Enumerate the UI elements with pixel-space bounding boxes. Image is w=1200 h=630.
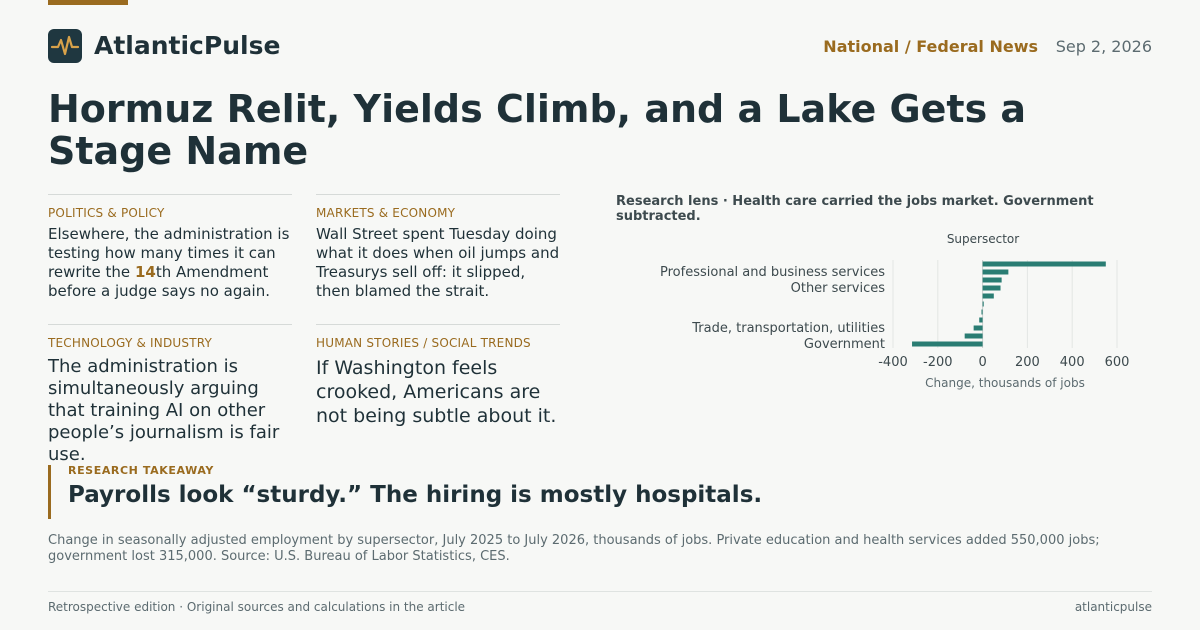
chart-caption: Change in seasonally adjusted employment by supersector, July 2025 to July 2026, thousands of jobs. Private education and health services added 550,000 jobs; government lost 315,000. Source: U.S. Bureau of Labor Statistics, CES. xyxy=(48,533,1100,564)
blurb-text: Elsewhere, the administration is testing how many times it can rewrite the 14th Amendment before a judge says no again. xyxy=(48,225,290,300)
bar-information xyxy=(979,318,982,323)
bar-government xyxy=(912,342,983,347)
blurb-markets[interactable] xyxy=(316,194,560,301)
bar-manufacturing xyxy=(965,334,983,339)
blurb-technology[interactable] xyxy=(48,324,292,466)
chart-title: Research lens · Health care carried the jobs market. Government subtracted. xyxy=(616,194,1094,224)
blurb-label: POLITICS & POLICY xyxy=(48,206,165,220)
jobs-bar-chart xyxy=(600,228,1160,398)
y-tick-label: Professional and business services xyxy=(660,265,885,280)
brand-name[interactable]: AtlanticPulse xyxy=(94,31,281,60)
blurb-text: If Washington feels crooked, Americans are not being subtle about it. xyxy=(316,357,557,427)
blurb-label: HUMAN STORIES / SOCIAL TRENDS xyxy=(316,336,531,350)
highlight-number: 14 xyxy=(134,263,156,281)
blurb-text: Wall Street spent Tuesday doing what it does when oil jumps and Treasurys sell off: it slipped, then blamed the strait. xyxy=(316,225,560,300)
x-tick-label: 200 xyxy=(1014,355,1040,370)
publish-date: Sep 2, 2026 xyxy=(1055,37,1152,56)
y-tick-label: Trade, transportation, utilities xyxy=(692,321,885,336)
page-title: Hormuz Relit, Yields Climb, and a Lake Gets a Stage Name xyxy=(48,87,1027,173)
accent-bar xyxy=(48,0,128,5)
bar-leisure-and-hospitality xyxy=(983,278,1002,283)
research-takeaway xyxy=(48,465,1048,519)
bar-mining-and-logging xyxy=(981,310,982,315)
bar-construction xyxy=(983,294,994,299)
x-tick-label: 0 xyxy=(978,355,987,370)
bar-other-services xyxy=(983,286,1001,291)
footer-brand[interactable]: atlanticpulse xyxy=(1074,600,1152,614)
y-tick-label: Other services xyxy=(790,281,885,296)
blurb-human-stories[interactable] xyxy=(316,324,560,428)
blurb-text: The administration is simultaneously arguing that training AI on other people’s journalism is fair use. xyxy=(48,356,280,465)
takeaway-label: RESEARCH TAKEAWAY xyxy=(68,464,214,477)
bar-professional-and-business-services xyxy=(983,270,1009,275)
takeaway-text: Payrolls look “sturdy.” The hiring is mostly hospitals. xyxy=(68,482,763,508)
pulse-icon[interactable] xyxy=(48,29,82,63)
x-tick-label: 400 xyxy=(1059,355,1085,370)
bar-financial-activities xyxy=(983,302,984,307)
footer-note: Retrospective edition · Original sources and calculations in the article xyxy=(48,600,466,614)
x-tick-label: 600 xyxy=(1104,355,1130,370)
footer-divider xyxy=(48,591,1152,592)
y-axis-title: Supersector xyxy=(946,232,1020,246)
y-tick-label: Government xyxy=(803,337,885,352)
section-link[interactable]: National / Federal News xyxy=(823,37,1038,56)
bar-private-education-and-health-services xyxy=(983,262,1106,267)
x-tick-label: -200 xyxy=(923,355,953,370)
bar-trade-transportation-utilities xyxy=(974,326,983,331)
blurb-politics[interactable] xyxy=(48,194,292,301)
x-tick-label: -400 xyxy=(878,355,908,370)
blurb-label: TECHNOLOGY & INDUSTRY xyxy=(48,336,213,350)
blurb-label: MARKETS & ECONOMY xyxy=(316,206,456,220)
x-axis-title: Change, thousands of jobs xyxy=(925,376,1085,390)
